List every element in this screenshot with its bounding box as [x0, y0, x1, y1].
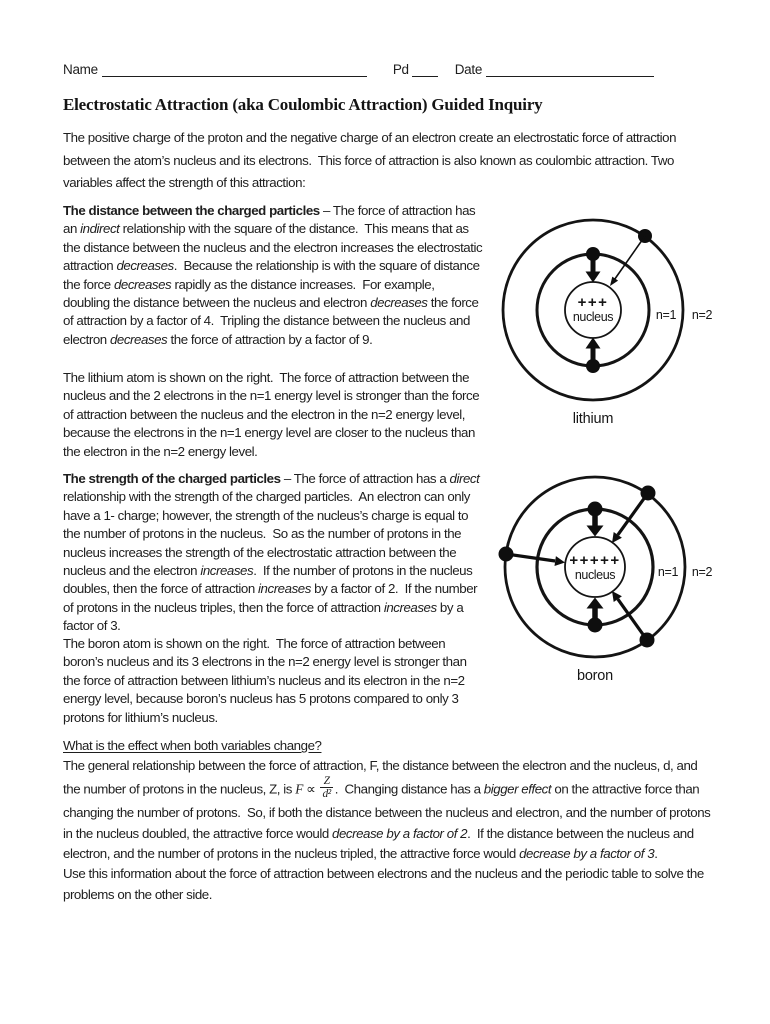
boron-nucleus-label: nucleus: [574, 568, 616, 582]
boron-n1-electron-bottom: [588, 618, 603, 633]
boron-n2-label: n=2: [691, 565, 713, 579]
date-label: Date: [454, 62, 483, 77]
worksheet-title: Electrostatic Attraction (aka Coulombic Attraction) Guided Inquiry: [63, 95, 543, 114]
name-label: Name: [63, 62, 98, 77]
date-blank-line: [486, 61, 654, 77]
boron-paragraph: The boron atom is shown on the right. The force of attraction between boron’s nucleus and its 3 electrons in the n=2 energy level is stronger than the force of attraction between lithium’s nucleus and its electron in the n=2 energy level, because boron’s nucleus has 5 protons compared to only 3 protons for lithium’s nucleus.: [63, 636, 470, 725]
distance-paragraph: The distance between the charged particles – The force of attraction has an indirect relationship with the square of the distance. This means that as the distance between the nucleus and the electron increases the electrostatic attraction decreases. Because the relationship is with the square of distance the force decreases rapidly as the distance increases. For example, doubling the distance between the nucleus and electron decreases the force of attraction by a factor of 4. Tripling the distance between the nucleus and electron decreases the force of attraction by a factor of 9.: [63, 203, 486, 347]
lithium-n1-electron-top: [586, 247, 600, 261]
both-variables-paragraph: The general relationship between the force of attraction, F, the distance between the electron and the nucleus, d, and the number of protons in the nucleus, Z, is F ∝ $\frac{Z}{\text{d²}}$ . Changing distance has a bigger effect on the attractive force than changing the number of protons. So, if both the distance between the nucleus and electron, and the number of protons in the nucleus doubled, the attractive force would decrease by a factor of 2. If the distance between the nucleus and electron, and the number of protons in the nucleus tripled, the attractive force would decrease by a factor of 3.: [63, 758, 714, 861]
boron-n1-label: n=1: [657, 565, 679, 579]
boron-nucleus-charge: +++++: [569, 552, 621, 569]
boron-attraction-arrow-topright: [618, 493, 648, 535]
lithium-attraction-arrowhead-n2: [610, 277, 618, 286]
lithium-caption: lithium: [572, 411, 614, 427]
both-variables-section: [63, 736, 715, 905]
lithium-paragraph: The lithium atom is shown on the right. The force of attraction between the nucleus and the 2 electrons in the n=1 energy level is stronger than the force of attraction between the nucleus and the electron in the n=2 energy level, because the electrons in the n=1 energy level are closer to the nucleus than the electron in the n=2 energy level.: [63, 370, 483, 459]
lithium-n2-label: n=2: [691, 308, 713, 322]
boron-attraction-arrowhead-left: [555, 556, 566, 566]
lithium-nucleus-charge: +++: [577, 294, 609, 311]
lithium-nucleus-label: nucleus: [572, 310, 614, 324]
boron-attraction-arrow-left: [506, 554, 555, 561]
header-row: [63, 61, 711, 77]
boron-n1-electron-top: [588, 502, 603, 517]
pd-blank-line: [412, 61, 438, 77]
pd-label: Pd: [392, 62, 409, 77]
closing-paragraph: Use this information about the force of attraction between electrons and the nucleus and the periodic table to solve the problems on the other side.: [63, 866, 708, 902]
both-variables-heading: What is the effect when both variables change?: [63, 738, 322, 753]
lithium-atom-diagram: [488, 216, 738, 432]
intro-paragraph: The positive charge of the proton and the negative charge of an electron create an electrostatic force of attraction between the atom’s nucleus and its electrons. This force of attraction is also known as coulombic attraction. Two variables affect the strength of this attraction:: [63, 130, 680, 190]
lithium-n1-label: n=1: [655, 308, 677, 322]
name-blank-line: [102, 61, 367, 77]
lithium-attraction-arrowhead-top: [586, 272, 601, 283]
boron-atom-diagram: [488, 470, 738, 695]
lithium-attraction-arrowhead-bottom: [586, 338, 601, 349]
lithium-attraction-arrow-n2: [615, 236, 646, 280]
boron-attraction-arrowhead-bottom: [587, 598, 604, 609]
lithium-n1-electron-bottom: [586, 359, 600, 373]
boron-caption: boron: [576, 668, 614, 684]
boron-attraction-arrowhead-top: [587, 526, 604, 537]
strength-paragraph: The strength of the charged particles – The force of attraction has a direct relationship with the strength of the charged particles. An electron can only have a 1- charge; however, the strength of the nucleus’s charge is equal to the number of protons in the nucleus. So as the number of protons in the nucleus increases the strength of the electrostatic attraction between the nucleus and the electron increases. If the number of protons in the nucleus doubles, then the force of attraction increases by a factor of 2. If the number of protons in the nucleus triples, then the force of attraction increases by a factor of 3.: [63, 471, 483, 634]
